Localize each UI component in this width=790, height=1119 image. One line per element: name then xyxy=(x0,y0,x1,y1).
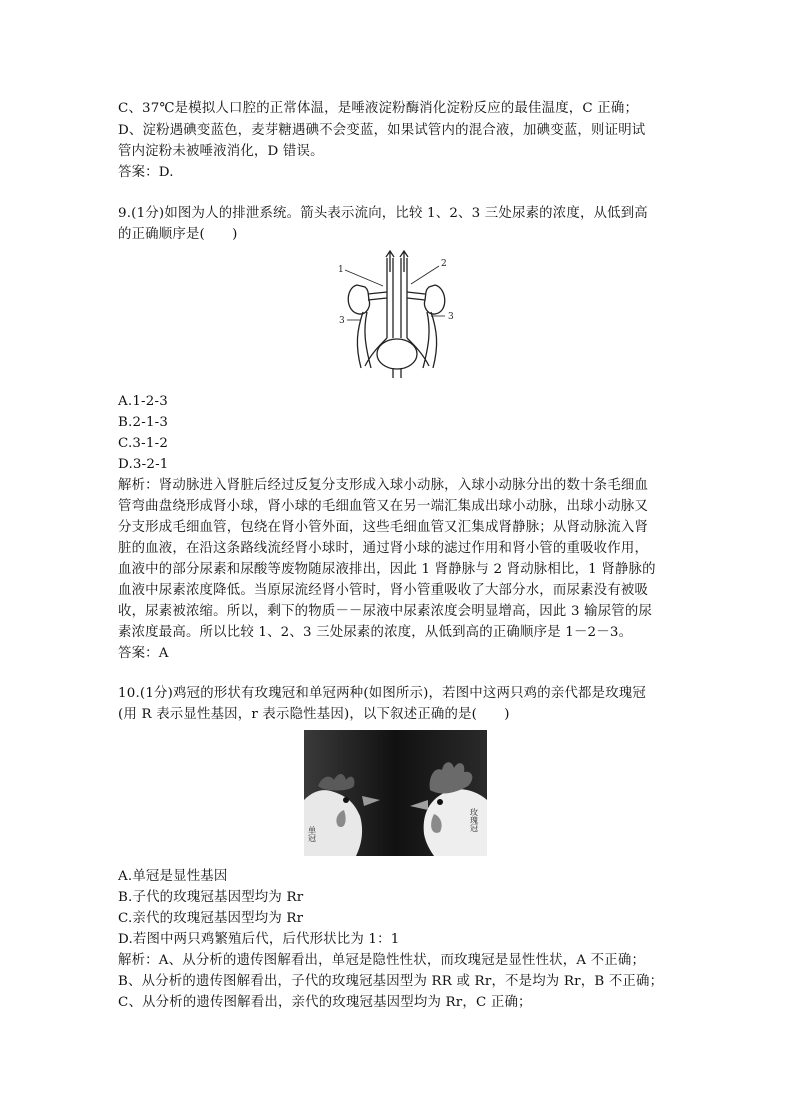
prev-answer-line-c: C、37℃是模拟人口腔的正常体温，是唾液淀粉酶消化淀粉反应的最佳温度，C 正确； xyxy=(118,101,639,116)
q9-analysis-line: 素浓度最高。所以比较 1、2、3 三处尿素的浓度，从低到高的正确顺序是 1－2－3。 xyxy=(118,625,633,640)
q9-analysis-line: 收，尿素被浓缩。所以，剩下的物质－－尿液中尿素浓度会明显增高，因此 3 输尿管的尿 xyxy=(118,604,653,619)
figure-label-1: 1 xyxy=(338,265,344,275)
q9-analysis-line: 分支形成毛细血管，包绕在肾小管外面，这些毛细血管又汇集成肾静脉；从肾动脉流入肾 xyxy=(118,520,649,535)
q9-option-a: A.1-2-3 xyxy=(118,394,168,409)
q9-option-b: B.2-1-3 xyxy=(118,415,169,430)
q10-stem-line2: (用 R 表示显性基因，r 表示隐性基因)，以下叙述正确的是( ) xyxy=(118,707,510,722)
prev-answer-line-d1: D、淀粉遇碘变蓝色，麦芽糖遇碘不会变蓝，如果试管内的混合液，加碘变蓝，则证明试 xyxy=(118,123,646,138)
figure-label-2: 2 xyxy=(441,259,447,269)
q9-analysis-line: 血液中尿素浓度降低。当原尿流经肾小管时，肾小管重吸收了大部分水，而尿素没有被吸 xyxy=(118,583,649,598)
q9-analysis-line: 脏的血液，在沿这条路线流经肾小球时，通过肾小球的滤过作用和肾小管的重吸收作用， xyxy=(118,541,649,556)
photo-label-rose-comb: 玫瑰冠 xyxy=(469,808,479,832)
prev-answer: 答案：D. xyxy=(118,165,174,180)
prev-answer-line-d2: 管内淀粉未被唾液消化，D 错误。 xyxy=(118,144,324,159)
q10-option-b: B.子代的玫瑰冠基因型均为 Rr xyxy=(118,890,304,905)
figure-label-3-right: 3 xyxy=(448,312,454,322)
q10-stem-line1: 10.(1分)鸡冠的形状有玫瑰冠和单冠两种(如图所示)，若图中这两只鸡的亲代都是玫瑰冠 xyxy=(118,686,646,701)
q9-analysis-line: 血液中的部分尿素和尿酸等废物随尿液排出，因此 1 肾静脉与 2 肾动脉相比，1 肾静脉的 xyxy=(118,562,656,577)
rooster-comb-photo xyxy=(304,730,487,856)
photo-label-single-comb: 单冠 xyxy=(307,826,317,842)
q9-answer: 答案：A xyxy=(118,646,169,661)
q10-analysis-line: 解析：A、从分析的遗传图解看出，单冠是隐性性状，而玫瑰冠是显性性状，A 不正确； xyxy=(118,953,646,968)
figure-label-3-left: 3 xyxy=(339,316,345,326)
q9-option-c: C.3-1-2 xyxy=(118,436,169,451)
q10-option-d: D.若图中两只鸡繁殖后代，后代形状比为 1：1 xyxy=(118,932,400,947)
q9-stem-line2: 的正确顺序是( ) xyxy=(118,227,238,242)
q10-analysis-line: B、从分析的遗传图解看出，子代的玫瑰冠基因型为 RR 或 Rr，不是均为 Rr，B 不正确； xyxy=(118,974,664,989)
q10-option-c: C.亲代的玫瑰冠基因型均为 Rr xyxy=(118,911,304,926)
q9-analysis-line: 管弯曲盘绕形成肾小球，肾小球的毛细血管又在另一端汇集成出球小动脉，出球小动脉又 xyxy=(118,499,649,514)
excretory-system-figure xyxy=(335,250,465,385)
q10-analysis-line: C、从分析的遗传图解看出，亲代的玫瑰冠基因型均为 Rr，C 正确； xyxy=(118,995,532,1010)
q10-option-a: A.单冠是显性基因 xyxy=(118,869,228,884)
q9-stem-line1: 9.(1分)如图为人的排泄系统。箭头表示流向，比较 1、2、3 三处尿素的浓度，从低到高 xyxy=(118,206,648,221)
q9-analysis-line: 解析：肾动脉进入肾脏后经过反复分支形成入球小动脉，入球小动脉分出的数十条毛细血 xyxy=(118,478,649,493)
q9-option-d: D.3-2-1 xyxy=(118,457,169,472)
